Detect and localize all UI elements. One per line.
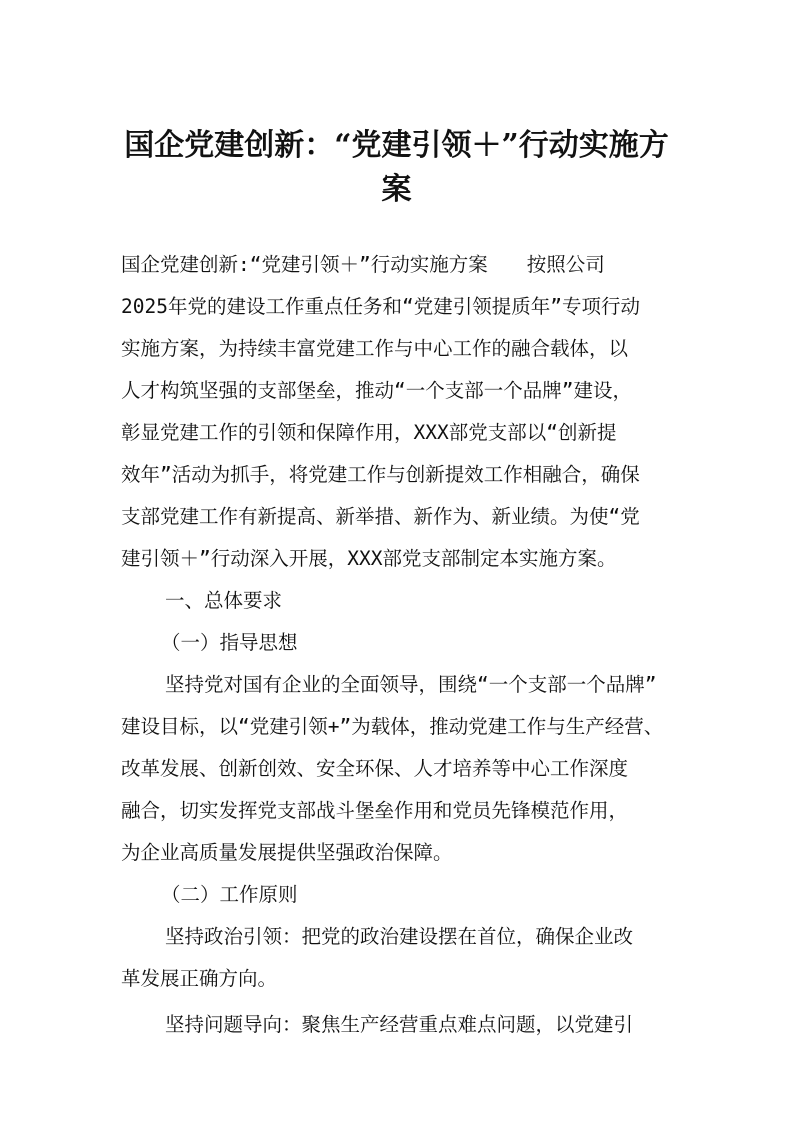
- body-line: 效年”活动为抓手，将党建工作与创新提效工作相融合，确保: [121, 463, 640, 486]
- body-line: 实施方案，为持续丰富党建工作与中心工作的融合载体，以: [121, 337, 629, 360]
- body-line: 支部党建工作有新提高、新举措、新作为、新业绩。为使“党: [121, 505, 640, 528]
- body-line: 改革发展、创新创效、安全环保、人才培养等中心工作深度: [121, 757, 629, 780]
- body-line: 坚持党对国有企业的全面领导，围绕“一个支部一个品牌”: [165, 673, 657, 696]
- body-line: 革发展正确方向。: [121, 967, 278, 990]
- document-title: [100, 124, 693, 212]
- body-line: 建设目标，以“党建引领+”为载体，推动党建工作与生产经营、: [121, 715, 664, 738]
- body-line: 人才构筑坚强的支部堡垒，推动“一个支部一个品牌”建设，: [121, 379, 632, 402]
- subsection-heading: （二）工作原则: [161, 883, 298, 906]
- body-line: 融合，切实发挥党支部战斗堡垒作用和党员先锋模范作用，: [121, 799, 629, 822]
- body-line: 彰显党建工作的引领和保障作用，XXX部党支部以“创新提: [121, 421, 617, 444]
- body-line: 国企党建创新:“党建引领＋”行动实施方案 按照公司: [121, 253, 605, 276]
- body-line: 2025年党的建设工作重点任务和“党建引领提质年”专项行动: [121, 295, 640, 318]
- subsection-heading: （一）指导思想: [161, 631, 298, 654]
- title-line-1: 国企党建创新：“党建引领＋”行动实施方: [124, 128, 669, 163]
- document-body: [121, 244, 676, 1046]
- title-line-2: 案: [381, 172, 412, 207]
- body-line: 建引领＋”行动深入开展，XXX部党支部制定本实施方案。: [121, 547, 617, 570]
- body-line: 为企业高质量发展提供坚强政治保障。: [121, 841, 453, 864]
- body-line: 坚持政治引领：把党的政治建设摆在首位，确保企业改: [165, 925, 634, 948]
- body-line: 坚持问题导向：聚焦生产经营重点难点问题，以党建引: [165, 1013, 634, 1036]
- section-heading: 一、总体要求: [165, 589, 283, 612]
